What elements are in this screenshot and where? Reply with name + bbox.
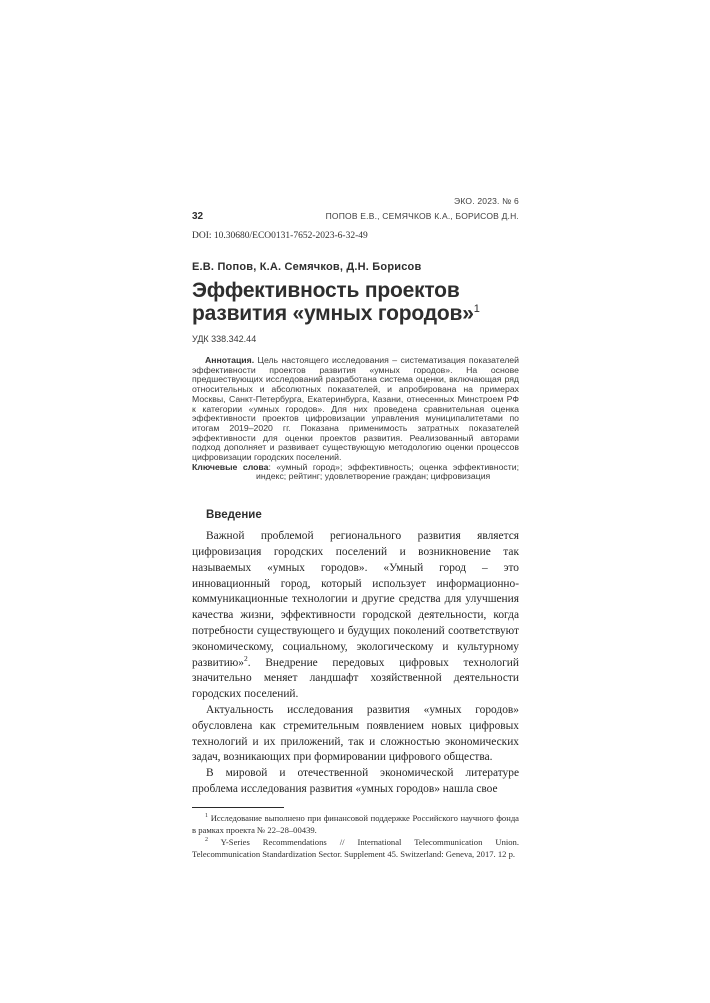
intro-paragraph-2: Актуальность исследования развития «умных городов» обусловлена как стремительным появлением новых цифровых технологий и их приложений, так и сложностью экономических задач, возникающих при формировании цифрового общества.: [192, 703, 519, 764]
keywords-paragraph: [192, 463, 519, 482]
intro-paragraph-1-text-after: . Внедрение передовых цифровых технологий значительно меняет ландшафт хозяйственной деятельности городских поселений.: [192, 656, 519, 701]
intro-paragraph-1-text: Важной проблемой регионального развития является цифровизация городских поселений и возникновение так называемых «умных городов». «Умный город – это инновационный город, который использует информационно-коммуникационные технологии и другие средства для улучшения качества жизни, эффективности городской деятельности, когда потребности существующего и будущих поколений соответствуют экономическому, социальному, экологическому и культурному развитию»: [192, 530, 519, 669]
footnote-ref-2: 2: [244, 653, 248, 663]
section-heading-introduction: Введение: [206, 509, 262, 522]
page-number: 32: [192, 211, 204, 222]
udc-code: УДК 338.342.44: [192, 334, 257, 344]
running-head: [192, 196, 519, 241]
article-title-line2: развития «умных городов»: [192, 302, 474, 325]
footnotes-block: [192, 807, 519, 860]
footnote-2-text: Y-Series Recommendations // International Telecommunication Union. Telecommunication Standardization Sector. Supplement 45. Switzerland: Geneva, 2017. 12 p.: [192, 836, 519, 859]
abstract-block: [192, 356, 519, 482]
intro-paragraph-1: [192, 529, 519, 703]
intro-paragraph-3: В мировой и отечественной экономической литературе проблема исследования развития «умных городов» нашла свое: [192, 767, 519, 795]
running-authors: ПОПОВ Е.В., СЕМЯЧКОВ К.А., БОРИСОВ Д.Н.: [325, 211, 519, 221]
footnote-divider: [192, 807, 284, 808]
abstract-text: Цель настоящего исследования – систематизация показателей эффективности проектов развития «умных городов». На основе предшествующих исследований разработана система оценки, включающая ряд относительных и абсолютных показателей, и апробирована на примерах Москвы, Санкт-Петербурга, Екатеринбурга, Казани, отнесенных Минстроем РФ к категории «умных городов». Для них проведена сравнительная оценка эффективности проектов цифровизации управления муниципалитетами по итогам 2019–2020 гг. Показана применимость затратных показателей эффективности для оценки проектов развития. Реализованный авторами подход дополняет и развивает существующую методологию оценки процессов цифровизации городских поселений.: [192, 355, 519, 463]
article-title: [192, 279, 519, 325]
footnote-1-text: Исследование выполнено при финансовой поддержке Российского научного фонда в рамках проекта № 22–28–00439.: [192, 812, 519, 835]
title-footnote-ref: 1: [473, 303, 480, 315]
keywords-text: : «умный город»; эффективность; оценка эффективности; индекс; рейтинг; удовлетворение граждан; цифровизация: [256, 461, 520, 482]
journal-issue-label: ЭКО. 2023. № 6: [454, 196, 519, 206]
footnote-2: [192, 836, 519, 860]
footnote-1-mark: 1: [205, 812, 208, 819]
article-title-line1: Эффективность проектов: [192, 279, 460, 302]
abstract-paragraph: [192, 356, 519, 463]
doi: DOI: 10.30680/ECO0131-7652-2023-6-32-49: [192, 231, 368, 241]
footnote-2-mark: 2: [205, 836, 208, 843]
article-authors: Е.В. Попов, К.А. Семячков, Д.Н. Борисов: [192, 261, 422, 273]
page-content: [192, 196, 519, 860]
abstract-label: Аннотация.: [205, 355, 255, 365]
keywords-label: Ключевые слова: [192, 461, 269, 472]
footnote-1: [192, 812, 519, 836]
running-head-row: [192, 211, 519, 222]
